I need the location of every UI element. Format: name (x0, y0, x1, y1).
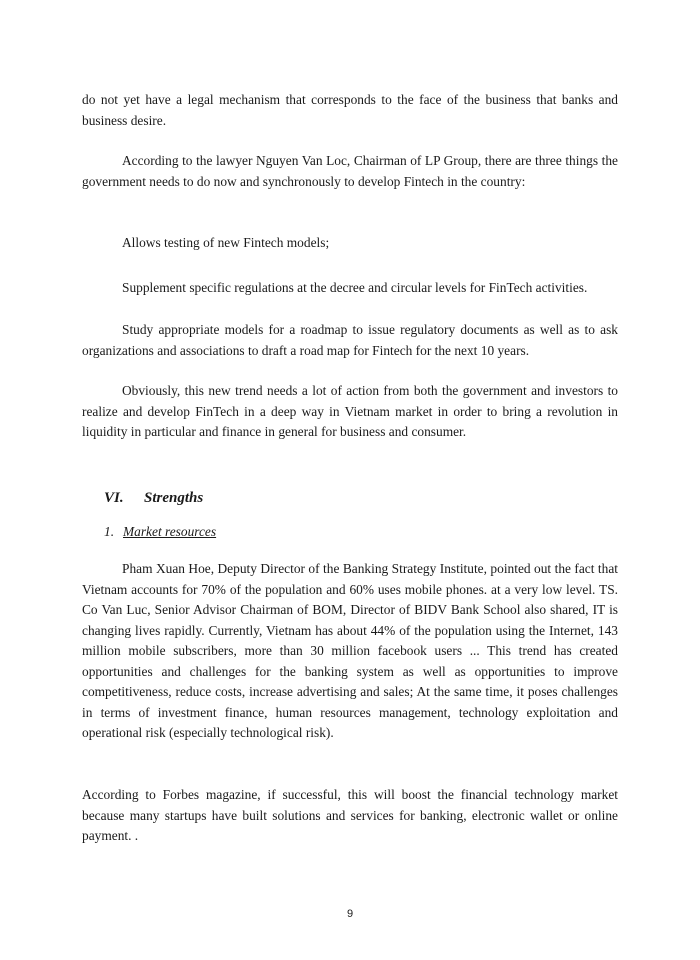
subsection-heading (104, 522, 216, 543)
page-number: 9 (346, 908, 354, 920)
subsection-number: 1. (104, 524, 115, 539)
paragraph-pham-xuan-hoe: Pham Xuan Hoe, Deputy Director of the Banking Strategy Institute, pointed out the fact that Vietnam accounts for 70% of the population and 60% uses mobile phones. at a very low level. TS. Co Van Luc, Senior Advisor Chairman of BOM, Director of BIDV Bank School also shared, IT is changing lives rapidly. Currently, Vietnam has about 44% of the population using the Internet, 143 million mobile subscribers, more than 30 million facebook users ... This trend has created opportunities and challenges for the banking system as well as opportunities to improve competitiveness, reduce costs, increase advertising and sales; At the same time, it poses challenges in terms of investment finance, human resources management, technology exploitation and operational risk (especially technological risk). (82, 561, 618, 740)
paragraph-lawyer-quote: According to the lawyer Nguyen Van Loc, Chairman of LP Group, there are three things the government needs to do now and synchronously to develop Fintech in the country: (82, 153, 618, 189)
paragraph-obviously-trend: Obviously, this new trend needs a lot of action from both the government and investors to realize and develop FinTech in a deep way in Vietnam market in order to bring a revolution in liquidity in particular and finance in general for business and consumer. (82, 383, 618, 439)
paragraph-supplement-regulations: Supplement specific regulations at the decree and circular levels for FinTech activities. (122, 280, 588, 295)
section-heading (104, 488, 203, 509)
paragraph-study-models: Study appropriate models for a roadmap to issue regulatory documents as well as to ask organizations and associations to draft a road map for Fintech for the next 10 years. (82, 322, 618, 358)
section-title: Strengths (144, 490, 204, 506)
paragraph-legal-mechanism: do not yet have a legal mechanism that corresponds to the face of the business that banks and business desire. (82, 92, 618, 128)
section-number: VI. (104, 490, 124, 506)
paragraph-allows-testing: Allows testing of new Fintech models; (122, 235, 330, 250)
paragraph-forbes: According to Forbes magazine, if successful, this will boost the financial technology market because many startups have built solutions and services for banking, electronic wallet or online payment. . (82, 787, 618, 843)
subsection-title: Market resources (123, 524, 217, 539)
